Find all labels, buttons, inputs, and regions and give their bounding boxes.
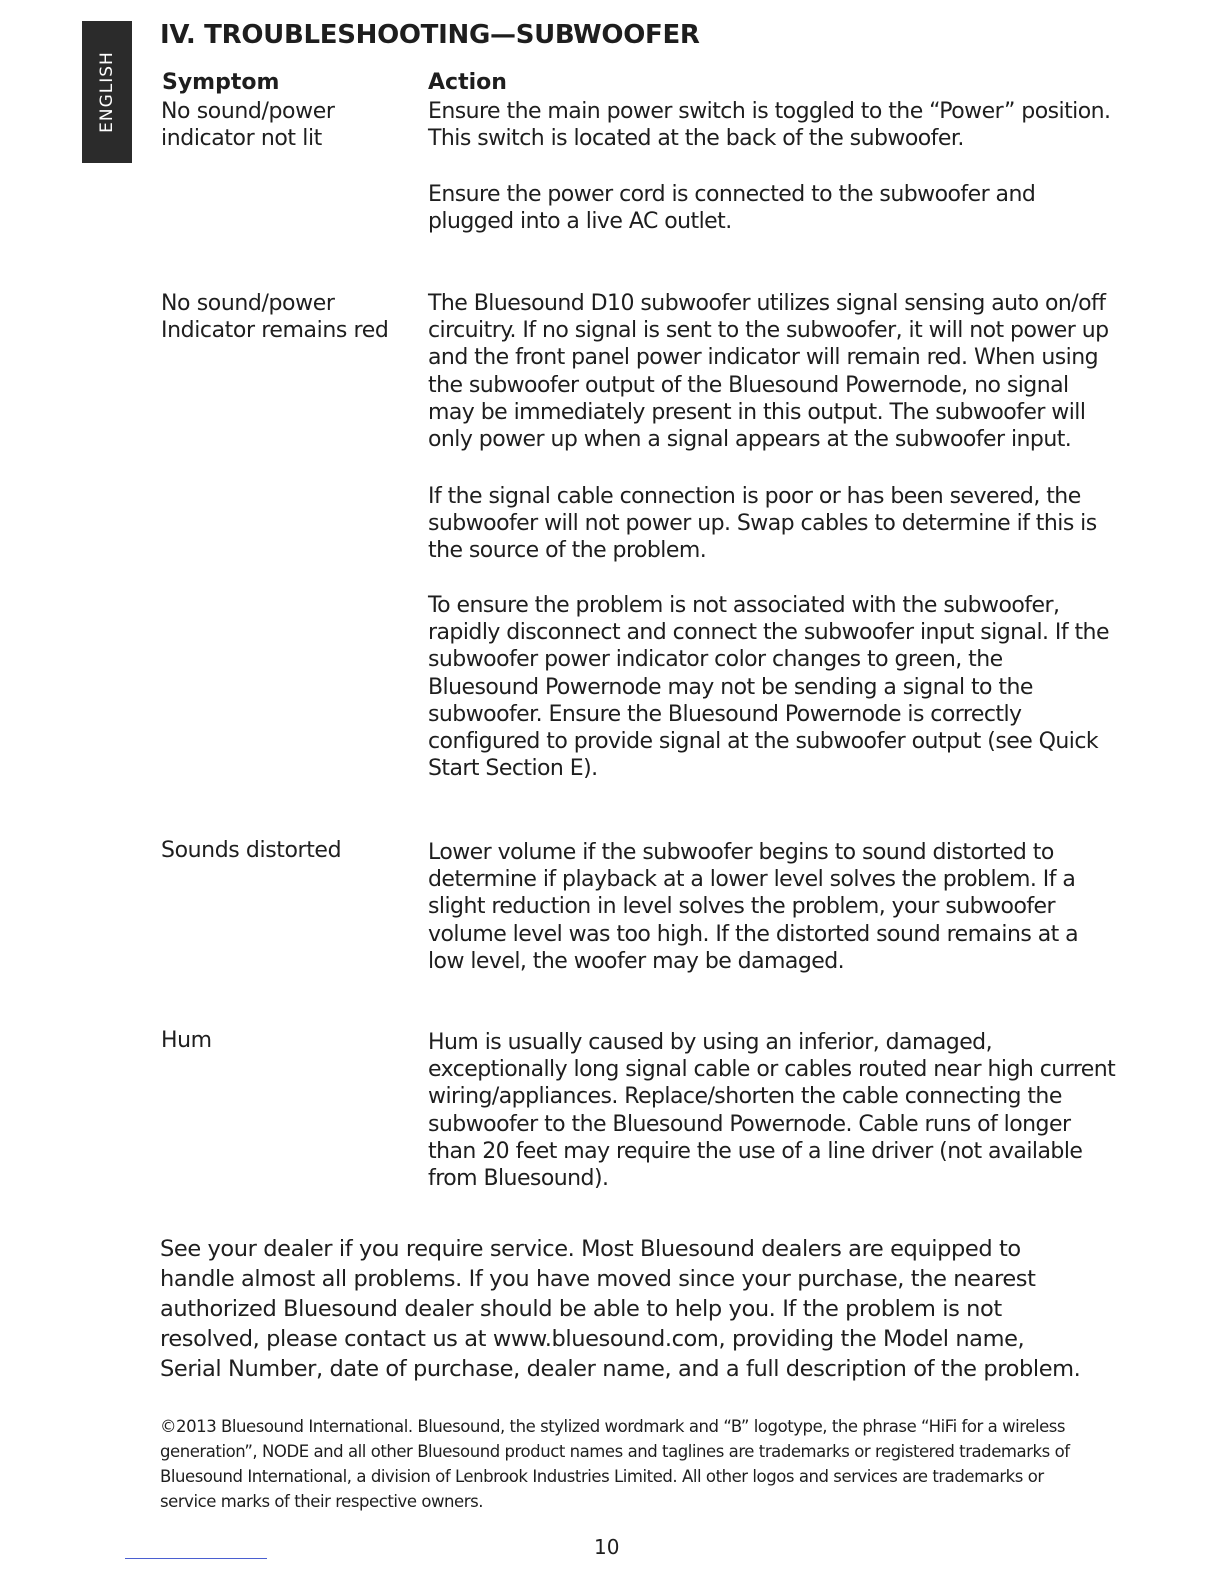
- symptom-no-power-indicator: No sound/power indicator not lit: [161, 99, 335, 151]
- action-signal-cable: If the signal cable connection is poor or has been severed, the subwoofer will not power up. Swap cables to determine if this is the source of the problem.: [428, 484, 1097, 564]
- language-tab-label: ENGLISH: [97, 51, 117, 133]
- action-column-header: Action: [428, 70, 507, 95]
- page-number: 10: [594, 1535, 620, 1559]
- symptom-column-header: Symptom: [162, 70, 280, 95]
- action-reconnect-signal: To ensure the problem is not associated with the subwoofer, rapidly disconnect and connect the subwoofer input signal. If the subwoofer power indicator color changes to green, the Bluesound Powernode may not be sending a signal to the subwoofer. Ensure the Bluesound Powernode is correctly configured to provide signal at the subwoofer output (see Quick Start Section E).: [428, 593, 1109, 782]
- section-title: IV. TROUBLESHOOTING—SUBWOOFER: [160, 20, 700, 50]
- symptom-indicator-red: No sound/power Indicator remains red: [161, 291, 389, 343]
- symptom-hum: Hum: [161, 1028, 212, 1053]
- action-hum-cable: Hum is usually caused by using an inferior, damaged, exceptionally long signal cable or cables routed near high current wiring/appliances. Replace/shorten the cable connecting the subwoofer to the Bluesound Powernode. Cable runs of longer than 20 feet may require the use of a line driver (not available from Bluesound).: [428, 1030, 1116, 1192]
- action-power-switch: Ensure the main power switch is toggled to the “Power” position. This switch is located at the back of the subwoofer.: [428, 99, 1111, 152]
- language-tab: [82, 21, 132, 163]
- copyright-notice: ©2013 Bluesound International. Bluesound, the stylized wordmark and “B” logotype, the phrase “HiFi for a wireless generation”, NODE and all other Bluesound product names and taglines are trademarks or registered trademarks of Bluesound International, a division of Lenbrook Industries Limited. All other logos and services are trademarks or service marks of their respective owners.: [160, 1417, 1070, 1511]
- action-lower-volume: Lower volume if the subwoofer begins to sound distorted to determine if playback at a lower level solves the problem. If a slight reduction in level solves the problem, your subwoofer volume level was too high. If the distorted sound remains at a low level, the woofer may be damaged.: [428, 840, 1079, 974]
- bottom-rule: [125, 1558, 267, 1559]
- service-note: See your dealer if you require service. Most Bluesound dealers are equipped to handle almost all problems. If you have moved since your purchase, the nearest authorized Bluesound dealer should be able to help you. If the problem is not resolved, please contact us at www.bluesound.com, providing the Model name, Serial Number, date of purchase, dealer name, and a full description of the problem.: [160, 1236, 1081, 1382]
- symptom-distorted: Sounds distorted: [161, 838, 342, 863]
- action-signal-sensing: The Bluesound D10 subwoofer utilizes signal sensing auto on/off circuitry. If no signal is sent to the subwoofer, it will not power up and the front panel power indicator will remain red. When using the subwoofer output of the Bluesound Powernode, no signal may be immediately present in this output. The subwoofer will only power up when a signal appears at the subwoofer input.: [428, 291, 1109, 453]
- action-power-cord: Ensure the power cord is connected to the subwoofer and plugged into a live AC outlet.: [428, 182, 1036, 235]
